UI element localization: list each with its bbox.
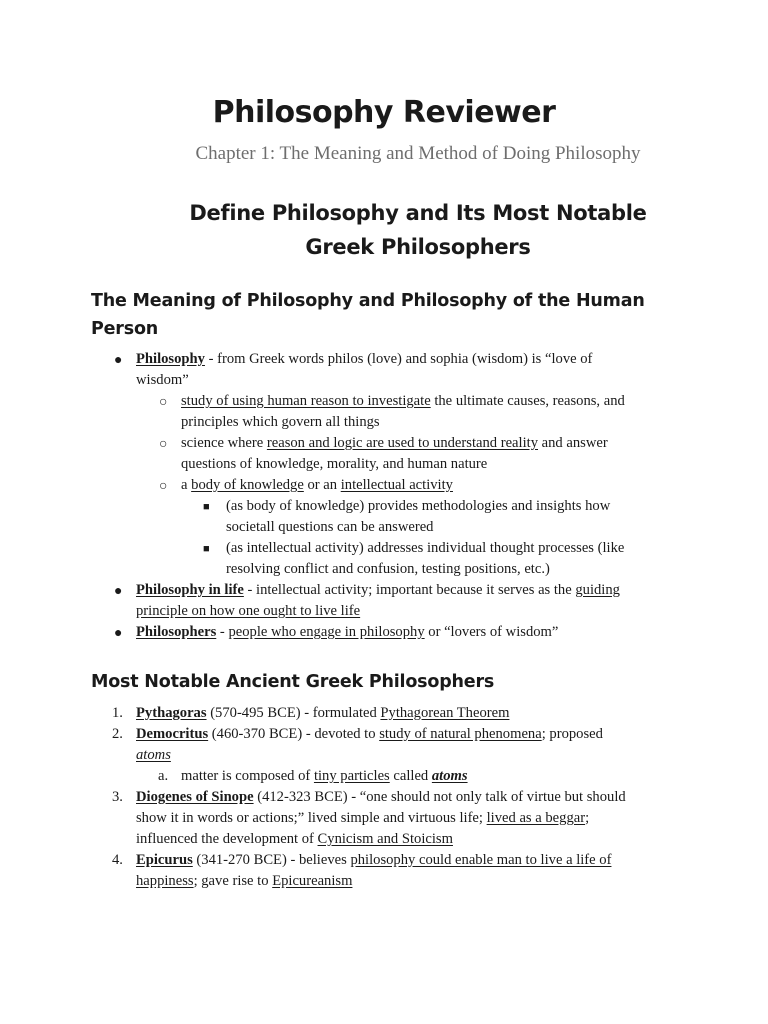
sub-item-science: science where reason and logic are used to understand reality and answer xyxy=(181,435,608,451)
list-item-diogenes-line2: show it in words or actions;” lived simple and virtuous life; lived as a beggar; xyxy=(136,810,590,826)
tertiary-item-body-of-knowledge: (as body of knowledge) provides methodologies and insights how xyxy=(226,498,611,514)
square-bullet: ■ xyxy=(203,543,210,555)
sub-item-science-line2: questions of knowledge, morality, and human nature xyxy=(181,456,488,472)
list-item-democritus-line2: atoms xyxy=(136,747,171,763)
list-item-democritus: Democritus (460-370 BCE) - devoted to study of natural phenomena; proposed xyxy=(136,726,603,742)
section2-heading: Most Notable Ancient Greek Philosophers xyxy=(91,672,495,692)
tertiary-item-body-of-knowledge-line2: societall questions can be answered xyxy=(226,519,434,535)
list-item-pythagoras: Pythagoras (570-495 BCE) - formulated Pythagorean Theorem xyxy=(136,705,510,721)
sub-item-body: a body of knowledge or an intellectual activity xyxy=(181,477,453,493)
list-item-diogenes: Diogenes of Sinope (412-323 BCE) - “one should not only talk of virtue but should xyxy=(136,789,626,805)
main-heading xyxy=(0,196,768,264)
list-item-philosophers: Philosophers - people who engage in philosophy or “lovers of wisdom” xyxy=(136,624,559,640)
list-item-philosophy-in-life: Philosophy in life - intellectual activity; important because it serves as the guiding xyxy=(136,582,620,598)
list-item-philosophy-in-life-line2: principle on how one ought to live life xyxy=(136,603,361,619)
square-bullet: ■ xyxy=(203,501,210,513)
sub-item-study: study of using human reason to investigate the ultimate causes, reasons, and xyxy=(181,393,625,409)
list-item-philosophy: Philosophy - from Greek words philos (love) and sophia (wisdom) is “love of xyxy=(136,351,593,367)
document-title: Philosophy Reviewer xyxy=(212,95,556,130)
document-subtitle: Chapter 1: The Meaning and Method of Doing Philosophy xyxy=(195,143,641,164)
list-number: 2. xyxy=(112,726,123,742)
list-item-philosophy-line2: wisdom” xyxy=(136,372,189,388)
bullet-dot: ● xyxy=(114,626,123,641)
bullet-dot: ● xyxy=(114,584,123,599)
section1-heading xyxy=(91,287,691,343)
list-item-epicurus-line2: happiness; gave rise to Epicureanism xyxy=(136,873,353,889)
list-item-diogenes-line3: influenced the development of Cynicism and Stoicism xyxy=(136,831,453,847)
section1-heading-line1: The Meaning of Philosophy and Philosophy of the Human xyxy=(91,291,645,311)
sub-item-study-line2: principles which govern all things xyxy=(181,414,380,430)
list-item-epicurus: Epicurus (341-270 BCE) - believes philosophy could enable man to live a life of xyxy=(136,852,612,868)
circle-bullet: ○ xyxy=(159,479,168,494)
list-number: 4. xyxy=(112,852,123,868)
sub-item-atoms: matter is composed of tiny particles called atoms xyxy=(181,768,468,784)
bullet-dot: ● xyxy=(114,353,123,368)
list-number: 1. xyxy=(112,705,123,721)
circle-bullet: ○ xyxy=(159,437,168,452)
tertiary-item-intellectual-activity: (as intellectual activity) addresses individual thought processes (like xyxy=(226,540,625,556)
term-philosophy: Philosophy xyxy=(136,351,205,367)
main-heading-line1: Define Philosophy and Its Most Notable xyxy=(189,201,647,225)
section1-heading-line2: Person xyxy=(91,319,159,339)
main-heading-line2: Greek Philosophers xyxy=(305,235,531,259)
tertiary-item-intellectual-activity-line2: resolving conflict and confusion, testing positions, etc.) xyxy=(226,561,550,577)
list-number: 3. xyxy=(112,789,123,805)
circle-bullet: ○ xyxy=(159,395,168,410)
sub-list-letter: a. xyxy=(158,768,169,784)
